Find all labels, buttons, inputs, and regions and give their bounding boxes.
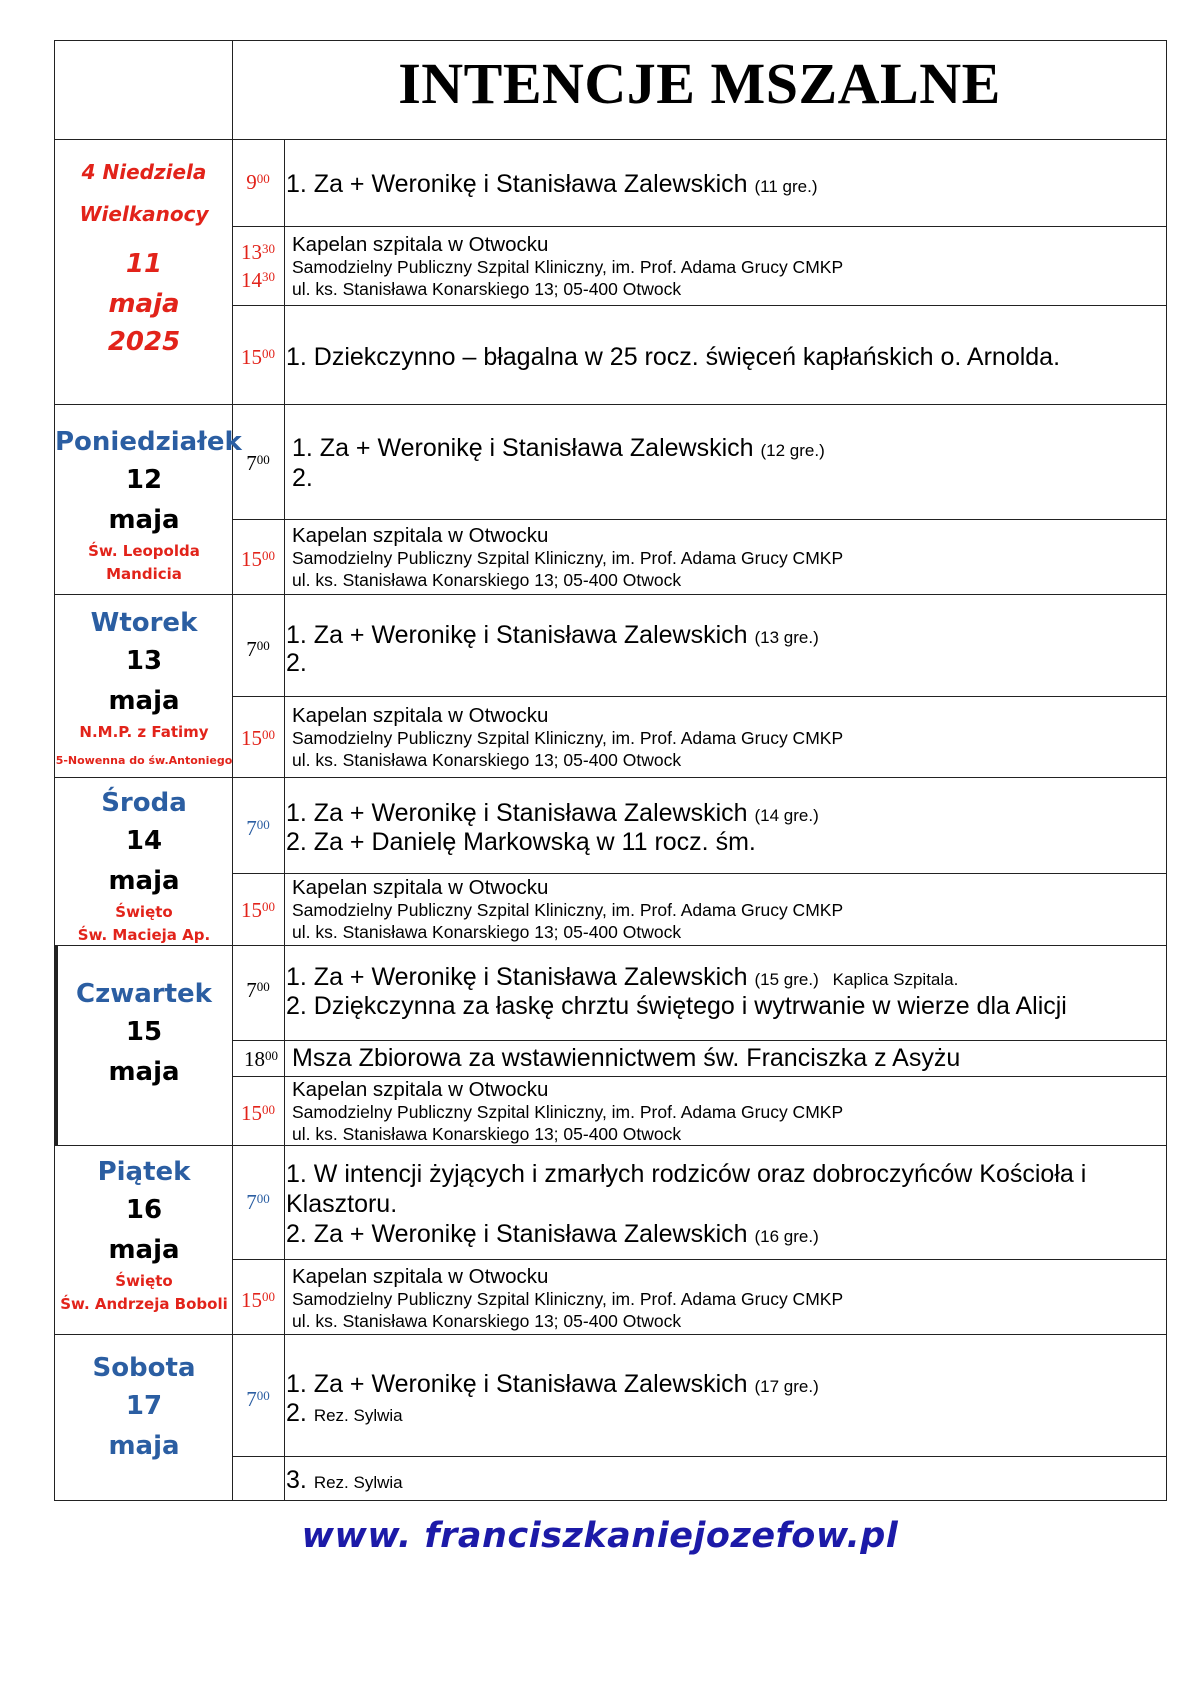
intention-note: (15 gre.)	[754, 970, 819, 989]
grid-line	[232, 1040, 1167, 1041]
day-number: 16	[125, 1195, 163, 1225]
grid-line	[54, 594, 1167, 595]
day-number: 13	[125, 646, 163, 676]
time-minute: 30	[262, 269, 275, 284]
day-tuesday	[55, 605, 233, 770]
day-name: Sobota	[92, 1353, 196, 1383]
day-saturday	[55, 1350, 233, 1466]
intention-text: 2. Za + Weronikę i Stanisława Zalewskich	[286, 1220, 748, 1248]
day-name: Poniedziałek	[55, 427, 242, 457]
mass-time	[233, 977, 283, 1003]
website-link[interactable]: www. franciszkaniejozefow.pl	[301, 1516, 899, 1556]
day-monday	[55, 424, 242, 586]
intention: Msza Zbiorowa za wstawiennictwem św. Franciszka z Asyżu	[292, 1044, 961, 1072]
chaplain-line: ul. ks. Stanisława Konarskiego 13; 05-400 Otwock	[292, 922, 682, 942]
grid-line	[54, 139, 1167, 140]
time-hour: 7	[246, 637, 257, 661]
grid-line	[232, 305, 1167, 306]
chaplain-note	[292, 525, 843, 591]
day-number: 17	[125, 1391, 163, 1421]
intention: 1. Dziekczynno – błagalna w 25 rocz. święceń kapłańskich o. Arnolda.	[286, 343, 1061, 371]
intention-reserved: Rez. Sylwia	[313, 1406, 403, 1425]
intention-note: (17 gre.)	[754, 1377, 819, 1396]
mass-time	[233, 546, 283, 572]
chaplain-line: ul. ks. Stanisława Konarskiego 13; 05-400 Otwock	[292, 1311, 682, 1331]
intention-text: 1. Za + Weronikę i Stanisława Zalewskich	[286, 1370, 748, 1398]
page-title: INTENCJE MSZALNE	[398, 51, 1001, 116]
day-name: Środa	[101, 788, 187, 818]
intention-note: (12 gre.)	[760, 441, 825, 460]
intention-text: 1. Za + Weronikę i Stanisława Zalewskich	[286, 799, 748, 827]
intention: 1. W intencji żyjących i zmarłych rodziców oraz dobroczyńców Kościoła i	[286, 1160, 1087, 1188]
day-wednesday	[55, 785, 233, 947]
grid-line	[54, 1334, 1167, 1335]
chaplain-line: ul. ks. Stanisława Konarskiego 13; 05-400 Otwock	[292, 279, 682, 299]
chaplain-line: Kapelan szpitala w Otwocku	[292, 876, 549, 899]
time-minute: 00	[265, 1048, 278, 1063]
day-name: Piątek	[97, 1157, 191, 1187]
intention	[286, 1219, 819, 1252]
grid-line	[54, 1500, 1167, 1501]
mass-time	[233, 450, 283, 476]
grid-line	[232, 873, 1167, 874]
time-hour: 7	[246, 1387, 257, 1411]
chaplain-line: Kapelan szpitala w Otwocku	[292, 524, 549, 547]
chaplain-note	[292, 1266, 843, 1332]
time-minute: 00	[256, 452, 270, 467]
day-name: Wtorek	[90, 608, 198, 638]
intention-text: 1. Za + Weronikę i Stanisława Zalewskich	[286, 963, 748, 991]
day-number: 11	[125, 249, 163, 279]
day-month: maja	[108, 866, 180, 896]
day-month: maja	[108, 686, 180, 716]
intention: 2. Za + Danielę Markowską w 11 rocz. śm.	[286, 828, 756, 856]
day-friday	[55, 1154, 233, 1316]
intention: 2.	[292, 464, 313, 492]
grid-line	[54, 40, 1167, 41]
grid-line	[232, 1259, 1167, 1260]
intention-number: 3.	[286, 1466, 307, 1494]
intention-note: (11 gre.)	[754, 177, 818, 196]
grid-line	[232, 696, 1167, 697]
time-minute: 00	[256, 1388, 270, 1403]
mass-time	[233, 1287, 283, 1313]
mass-time	[233, 344, 283, 370]
time-hour: 7	[246, 978, 257, 1002]
time-hour: 14	[241, 268, 262, 292]
day-name: Czwartek	[76, 979, 212, 1009]
time-hour: 15	[241, 345, 262, 369]
time-minute: 00	[256, 817, 270, 832]
time-hour: 7	[246, 1190, 257, 1214]
chaplain-line: Samodzielny Publiczny Szpital Kliniczny, im. Prof. Adama Grucy CMKP	[292, 1289, 844, 1309]
chaplain-line: Samodzielny Publiczny Szpital Kliniczny, im. Prof. Adama Grucy CMKP	[292, 900, 844, 920]
time-minute: 00	[262, 727, 275, 742]
time-minute: 00	[256, 638, 270, 653]
chaplain-line: Samodzielny Publiczny Szpital Kliniczny, im. Prof. Adama Grucy CMKP	[292, 257, 844, 277]
time-hour: 15	[241, 1288, 262, 1312]
mass-time	[233, 815, 283, 841]
time-hour: 15	[241, 726, 262, 750]
intention-note: (13 gre.)	[754, 628, 819, 647]
intention: Klasztoru.	[286, 1190, 398, 1218]
grid-line	[232, 519, 1167, 520]
time-minute: 00	[256, 979, 270, 994]
time-hour: 13	[241, 240, 262, 264]
day-sunday	[55, 156, 233, 360]
chaplain-line: Samodzielny Publiczny Szpital Kliniczny, im. Prof. Adama Grucy CMKP	[292, 1102, 844, 1122]
intention-reserved: Rez. Sylwia	[313, 1473, 403, 1492]
intention	[286, 1465, 403, 1498]
day-thursday	[55, 976, 233, 1092]
chaplain-line: ul. ks. Stanisława Konarskiego 13; 05-400 Otwock	[292, 570, 682, 590]
grid-line	[54, 1145, 1167, 1146]
day-feast: Św. Macieja Ap.	[77, 926, 211, 944]
mass-time	[233, 725, 283, 751]
time-hour: 15	[241, 547, 262, 571]
intention-note: (16 gre.)	[754, 1227, 819, 1246]
day-feast: Św. Leopolda	[88, 542, 200, 560]
time-minute: 00	[262, 899, 275, 914]
intention-text: 1. Za + Weronikę i Stanisława Zalewskich	[292, 434, 754, 462]
day-month: maja	[108, 289, 180, 319]
time-minute: 00	[256, 1191, 270, 1206]
time-minute: 00	[256, 171, 270, 186]
time-minute: 00	[262, 1289, 275, 1304]
grid-line	[232, 226, 1167, 227]
grid-line	[232, 1456, 1167, 1457]
intention: 2. Dziękczynna za łaskę chrztu świętego i wytrwanie w wierze dla Alicji	[286, 992, 1067, 1020]
chaplain-line: Kapelan szpitala w Otwocku	[292, 704, 549, 727]
time-hour: 7	[246, 816, 257, 840]
chaplain-line: Samodzielny Publiczny Szpital Kliniczny, im. Prof. Adama Grucy CMKP	[292, 548, 844, 568]
intention-location: Kaplica Szpitala.	[832, 970, 959, 989]
chaplain-note	[292, 705, 843, 771]
intention: 2.	[286, 649, 307, 677]
day-feast: Święto	[115, 1272, 173, 1290]
mass-time	[233, 1100, 283, 1126]
grid-line	[54, 777, 1167, 778]
grid-line	[54, 404, 1167, 405]
intention-text: 1. Za + Weronikę i Stanisława Zalewskich	[286, 621, 748, 649]
day-novena: 5-Nowenna do św.Antoniego	[55, 754, 233, 767]
day-feast: N.M.P. z Fatimy	[79, 723, 209, 741]
chaplain-line: Kapelan szpitala w Otwocku	[292, 233, 549, 256]
chaplain-line: Kapelan szpitala w Otwocku	[292, 1265, 549, 1288]
chaplain-line: ul. ks. Stanisława Konarskiego 13; 05-400 Otwock	[292, 1124, 682, 1144]
mass-time	[233, 169, 283, 195]
mass-time	[233, 239, 283, 265]
mass-time	[233, 1189, 283, 1215]
chaplain-note	[292, 234, 843, 300]
day-feast: Mandicia	[106, 565, 182, 583]
intention-note: (14 gre.)	[754, 806, 819, 825]
chaplain-note	[292, 1079, 843, 1145]
intention	[292, 433, 825, 466]
intention	[286, 169, 818, 202]
day-feast: Święto	[115, 903, 173, 921]
mass-time	[233, 1386, 283, 1412]
time-hour: 18	[244, 1047, 265, 1071]
day-month: maja	[108, 1235, 180, 1265]
chaplain-note	[292, 877, 843, 943]
day-number: 14	[125, 826, 163, 856]
mass-time	[233, 636, 283, 662]
time-minute: 00	[262, 1102, 275, 1117]
mass-time	[236, 1046, 286, 1072]
day-feast: Św. Andrzeja Boboli	[60, 1295, 228, 1313]
time-hour: 9	[246, 170, 257, 194]
intention-number: 2.	[286, 1399, 307, 1427]
time-hour: 7	[246, 451, 257, 475]
day-year: 2025	[107, 327, 181, 357]
time-minute: 00	[262, 548, 275, 563]
chaplain-line: Kapelan szpitala w Otwocku	[292, 1078, 549, 1101]
mass-time	[233, 267, 283, 293]
chaplain-line: ul. ks. Stanisława Konarskiego 13; 05-400 Otwock	[292, 750, 682, 770]
intention	[286, 620, 819, 653]
time-minute: 30	[262, 241, 275, 256]
day-month: maja	[108, 1431, 180, 1461]
day-number: 12	[125, 465, 163, 495]
chaplain-line: Samodzielny Publiczny Szpital Kliniczny, im. Prof. Adama Grucy CMKP	[292, 728, 844, 748]
day-label: 4 Niedziela	[81, 160, 207, 184]
time-hour: 15	[241, 898, 262, 922]
time-minute: 00	[262, 346, 275, 361]
intention-text: 1. Za + Weronikę i Stanisława Zalewskich	[286, 170, 748, 198]
mass-time	[233, 897, 283, 923]
day-label: Wielkanocy	[79, 202, 209, 226]
intention	[286, 1398, 403, 1431]
day-month: maja	[108, 505, 180, 535]
time-hour: 15	[241, 1101, 262, 1125]
grid-line	[1166, 40, 1167, 1501]
day-number: 15	[125, 1017, 163, 1047]
day-month: maja	[108, 1057, 180, 1087]
